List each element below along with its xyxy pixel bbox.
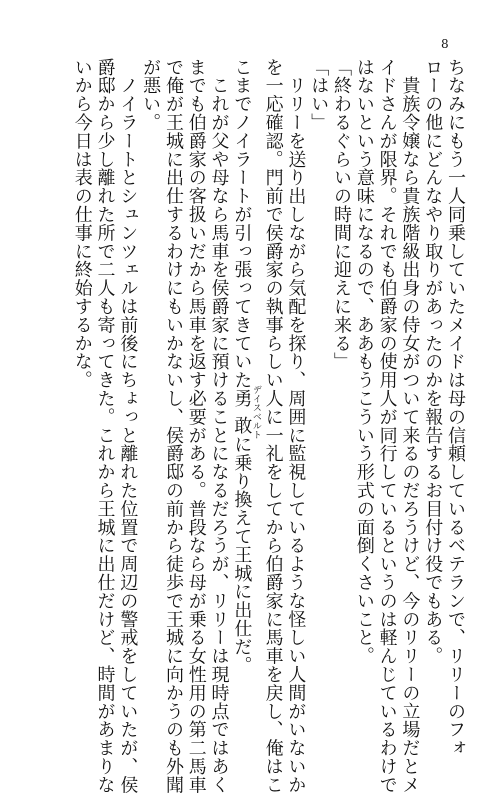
text-line: いから今日は表の仕事に終始するかな。 — [71, 58, 93, 390]
ruby-annotation — [231, 385, 261, 440]
text-line: を一応確認。門前で侯爵家の執事らしい人に一礼をしてから伯爵家に馬車を戻し、俺はこ — [262, 58, 284, 794]
text-line: が悪い。 — [140, 58, 162, 132]
ruby-reading-text: デイスベルト — [250, 385, 261, 440]
page-number: 8 — [441, 37, 449, 51]
vertical-text-body — [70, 58, 466, 794]
text-line: 「終わるぐらいの時間に迎えに来る」 — [331, 58, 353, 371]
text-line: はないという意味になるので、ああもうこういう形式の面倒くさいこと。 — [353, 58, 375, 666]
ruby-base-text: 勇敢 — [231, 385, 253, 440]
text-line: ローの他にどんなやり取りがあったのかを報告するお目付け役でもある。 — [422, 58, 444, 666]
text-line: リリーを送り出しながら気配を探り、周囲に監視しているような怪しい人間がいないか — [285, 58, 307, 794]
text-line-with-ruby — [230, 58, 261, 675]
text-line: イドさんが限界。それでも伯爵家の使用人が同行しているというのは軽んじているわけで — [376, 58, 398, 794]
line-text-after: に乗り換えて王城に出仕だ。 — [231, 435, 253, 675]
text-line: で俺が王城に出仕するわけにもいかないし、侯爵邸の前から徒歩で王城に向かうのも外聞 — [162, 58, 184, 794]
line-text-before: こまでノイラートが引っ張ってきていた — [231, 58, 253, 390]
text-line: 「はい」 — [308, 58, 330, 132]
text-line: ノイラートとシュンツェルは前後にちょっと離れた位置で周辺の警戒をしていたが、侯 — [117, 58, 139, 794]
text-line: ちなみにもう一人同乗していたメイドは母の信頼しているベテランで、リリーのフォ — [445, 58, 466, 758]
text-line: までも伯爵家の客扱いだから馬車を返す必要がある。普段なら母が乗る女性用の第二馬車 — [185, 58, 207, 794]
text-line: 貴族令嬢なら貴族階級出身の侍女がついて来るのだろうけど、今のリリーの立場だとメ — [399, 58, 421, 794]
text-line: 爵邸から少し離れた所で二人も寄ってきた。これから王城に出仕だけど、時間があまりな — [94, 58, 116, 794]
text-line: これが父や母なら馬車を侯爵家に預けることになるだろうが、リリーは現時点ではあく — [208, 58, 230, 794]
